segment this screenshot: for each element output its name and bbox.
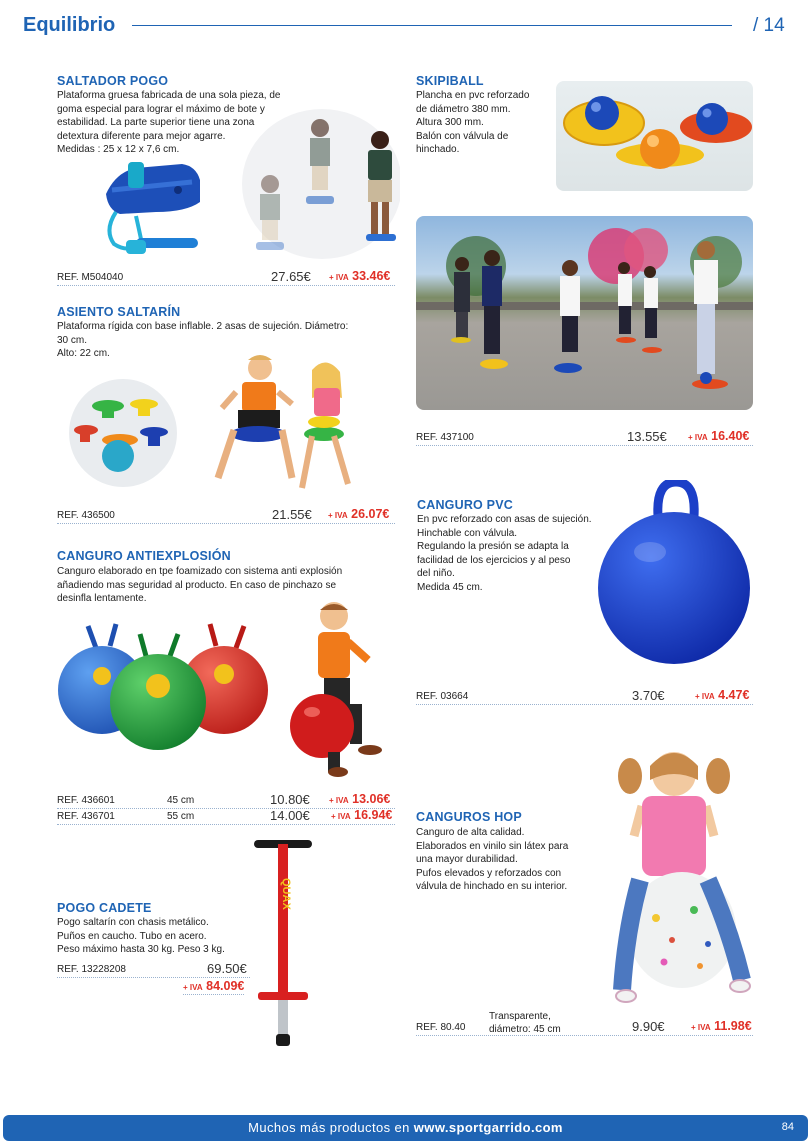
price: 10.80€	[270, 792, 310, 807]
price-line-canguro-pvc	[416, 689, 753, 705]
desc-line: Puños en caucho. Tubo en acero.	[57, 930, 207, 942]
product-title-asiento-saltarin: ASIENTO SALTARÍN	[57, 305, 181, 319]
canguros-hop-girl-photo	[612, 740, 754, 1010]
ref-code: REF. 436601	[57, 795, 115, 806]
desc-line: En pvc reforzado con asas de sujeción.	[417, 514, 592, 525]
desc-line: Peso máximo hasta 30 kg. Peso 3 kg.	[57, 944, 225, 955]
price-with-iva	[329, 269, 390, 283]
product-title-canguros-hop: CANGUROS HOP	[416, 810, 522, 824]
footer-bar	[3, 1115, 808, 1141]
ref-code: REF. 03664	[416, 691, 469, 702]
product-description-pogo-cadete	[57, 916, 225, 957]
iva-value: 4.47€	[718, 688, 750, 702]
product-title-canguro-pvc: CANGURO PVC	[417, 498, 513, 512]
price-line-skipiball	[416, 430, 753, 446]
variant-line: diámetro: 45 cm	[489, 1024, 561, 1035]
desc-line: Pogo saltarín con chasis metálico.	[57, 917, 209, 928]
desc-line: una mayor durabilidad.	[416, 854, 518, 865]
footer-url-link[interactable]: www.sportgarrido.com	[413, 1120, 563, 1135]
ref-code: REF. 437100	[416, 432, 474, 443]
asiento-saltarin-product-image	[68, 378, 178, 488]
product-title-skipiball: SKIPIBALL	[416, 74, 484, 88]
desc-line: goma especial para lograr el máximo de bote y	[57, 103, 265, 115]
pogo-stick-brand: QUAX	[280, 878, 292, 910]
desc-line: Medidas : 25 x 12 x 7,6 cm.	[57, 144, 180, 155]
saltador-pogo-kids-photo	[240, 104, 400, 264]
iva-value: 33.46€	[352, 269, 391, 283]
price-line-pogo-cadete	[57, 962, 250, 978]
desc-line: 30 cm.	[57, 334, 88, 346]
footer-text	[3, 1120, 808, 1135]
desc-line: estabilidad. La parte superior tiene una zona	[57, 117, 255, 128]
variant-text-canguros-hop	[489, 1010, 561, 1036]
desc-line: detextura diferente para mejor agarre.	[57, 130, 226, 142]
section-page-tag: / 14	[753, 15, 785, 36]
desc-line: hinchado.	[416, 144, 460, 155]
price-line-canguro-antiexplosion-45	[57, 793, 395, 809]
skipiball-product-photo	[556, 81, 753, 191]
desc-line: facilidad de los ejercicios y al peso	[417, 554, 571, 566]
product-description-skipiball	[416, 89, 529, 157]
canguro-antiexplosion-kid-photo	[288, 600, 388, 782]
price-with-iva	[328, 507, 389, 521]
desc-line: válvula de hinchado en su interior.	[416, 881, 568, 892]
desc-line: Plancha en pvc reforzado	[416, 90, 530, 101]
iva-value: 16.40€	[711, 429, 750, 443]
desc-line: Plataforma gruesa fabricada de una sola pieza, de	[57, 90, 281, 101]
desc-line: desinfla lentamente.	[57, 593, 147, 604]
product-title-canguro-antiexplosion: CANGURO ANTIEXPLOSIÓN	[57, 549, 231, 563]
price-line-canguro-antiexplosion-55	[57, 809, 395, 825]
product-title-pogo-cadete: POGO CADETE	[57, 901, 152, 915]
price-line-saltador-pogo	[57, 270, 395, 286]
price-line-asiento-saltarin	[57, 508, 395, 524]
iva-label: + IVA	[691, 1023, 711, 1032]
saltador-pogo-product-image	[96, 160, 206, 260]
section-title: Equilibrio	[23, 14, 116, 36]
iva-label: + IVA	[695, 692, 715, 701]
size: 45 cm	[167, 795, 195, 806]
iva-label: + IVA	[329, 796, 349, 805]
price-with-iva-pogo-cadete	[183, 979, 244, 995]
canguro-pvc-product-image	[596, 480, 754, 668]
price-with-iva	[331, 808, 392, 822]
price: 9.90€	[632, 1019, 665, 1034]
iva-label: + IVA	[329, 273, 349, 282]
canguro-antiexplosion-product-image	[58, 620, 272, 752]
iva-label: + IVA	[331, 812, 351, 821]
footer-prefix: Muchos más productos en	[248, 1120, 414, 1135]
iva-value: 26.07€	[351, 507, 390, 521]
price: 3.70€	[632, 688, 665, 703]
desc-line: Canguro de alta calidad.	[416, 827, 525, 838]
price: 13.55€	[627, 429, 667, 444]
desc-line: de diámetro 380 mm.	[416, 103, 511, 115]
iva-value: 16.94€	[354, 808, 393, 822]
ref-code: REF. 436701	[57, 811, 115, 822]
desc-line: Plataforma rígida con base inflable. 2 asas de sujeción. Diámetro:	[57, 321, 349, 332]
desc-line: Balón con válvula de	[416, 130, 509, 142]
desc-line: Regulando la presión se adapta la	[417, 541, 569, 552]
asiento-saltarin-kids-photo	[208, 348, 358, 508]
iva-label: + IVA	[688, 433, 708, 442]
price: 27.65€	[271, 269, 311, 284]
iva-label: + IVA	[328, 511, 348, 520]
price-with-iva	[329, 792, 390, 806]
product-description-canguro-pvc	[417, 513, 592, 594]
ref-code: REF. 80.40	[416, 1022, 466, 1033]
product-title-saltador-pogo: SALTADOR POGO	[57, 74, 169, 88]
ref-code: REF. 436500	[57, 510, 115, 521]
iva-value: 84.09€	[206, 979, 245, 993]
desc-line: del niño.	[417, 568, 455, 579]
desc-line: añadiendo mas seguridad al producto. En caso de pinchazo se	[57, 579, 337, 591]
pogo-cadete-product-image	[250, 838, 314, 1048]
desc-line: Pufos elevados y reforzados con	[416, 867, 562, 879]
price-with-iva	[688, 429, 749, 443]
desc-line: Altura 300 mm.	[416, 117, 484, 128]
price-line-canguros-hop	[416, 1020, 753, 1036]
header-rule	[132, 25, 732, 26]
desc-line: Alto: 22 cm.	[57, 348, 110, 359]
skipiball-kids-photo	[416, 216, 753, 410]
ref-code: REF. 13228208	[57, 964, 126, 975]
variant-line: Transparente,	[489, 1011, 551, 1022]
iva-value: 11.98€	[714, 1019, 752, 1033]
price-with-iva	[691, 1019, 752, 1033]
price: 14.00€	[270, 808, 310, 823]
desc-line: Medida 45 cm.	[417, 581, 483, 593]
price: 69.50€	[207, 961, 247, 976]
desc-line: Elaborados en vinilo sin látex para	[416, 840, 569, 852]
price-with-iva	[695, 688, 749, 702]
product-description-canguros-hop	[416, 826, 568, 894]
price: 21.55€	[272, 507, 312, 522]
page-number: 84	[781, 1121, 794, 1133]
iva-value: 13.06€	[352, 792, 391, 806]
desc-line: Hinchable con válvula.	[417, 527, 518, 539]
size: 55 cm	[167, 811, 195, 822]
ref-code: REF. M504040	[57, 272, 124, 283]
desc-line: Canguro elaborado en tpe foamizado con sistema anti explosión	[57, 566, 343, 577]
iva-label: + IVA	[183, 983, 203, 992]
